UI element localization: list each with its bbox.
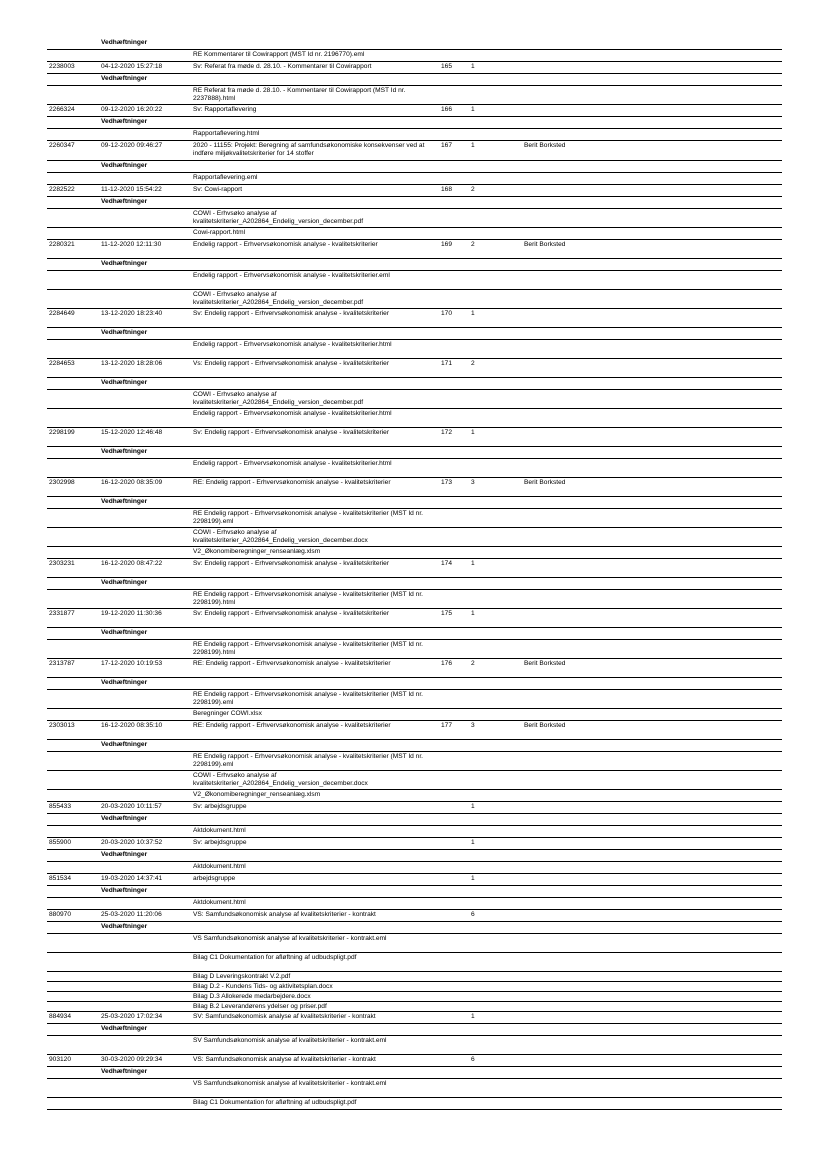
attachments-label: Vedhæftninger (101, 851, 148, 858)
attachment-filename: RE Endelig rapport - Erhvervsøkonomisk analyse - kvalitetskriterier (MST Id nr. 2298199).html (193, 641, 424, 656)
document-row (47, 359, 782, 378)
attachments-header-row (47, 378, 782, 390)
document-row (47, 309, 782, 328)
document-row (47, 478, 782, 497)
attachment-filename: RE Kommentarer til Cowirapport (MST Id nr. 2196770).eml (193, 51, 365, 58)
document-number: 167 (441, 142, 453, 149)
document-date: 13-12-2020 18:28:06 (101, 360, 163, 367)
document-row (47, 609, 782, 628)
page-count: 6 (471, 911, 475, 918)
attachment-row (47, 953, 782, 972)
attachment-filename: Rapportaflevering.eml (193, 174, 258, 181)
document-row (47, 838, 782, 850)
document-id: 2266324 (49, 106, 75, 113)
document-date: 30-03-2020 09:29:34 (101, 1056, 163, 1063)
page-count: 2 (471, 660, 475, 667)
attachments-header-row (47, 922, 782, 934)
document-number: 172 (441, 429, 453, 436)
attachments-label: Vedhæftninger (101, 260, 148, 267)
document-number: 176 (441, 660, 453, 667)
page-count: 1 (471, 429, 475, 436)
attachment-filename: COWI - Erhvsøko analyse af kvalitetskriterier_A202864_Endelig_version_december.docx (193, 529, 368, 544)
document-number: 175 (441, 610, 453, 617)
page-count: 1 (471, 63, 475, 70)
attachments-header-row (47, 161, 782, 173)
attachment-filename: Aktdokument.html (193, 827, 246, 834)
attachment-row (47, 771, 782, 790)
document-number: 165 (441, 63, 453, 70)
attachments-label: Vedhæftninger (101, 118, 148, 125)
attachments-label: Vedhæftninger (101, 815, 148, 822)
page-count: 1 (471, 1013, 475, 1020)
document-row (47, 1055, 782, 1067)
document-date: 20-03-2020 10:37:52 (101, 839, 163, 846)
document-date: 25-03-2020 17:02:34 (101, 1013, 163, 1020)
attachment-filename: Aktdokument.html (193, 899, 246, 906)
document-number: 168 (441, 186, 453, 193)
attachments-label: Vedhæftninger (101, 629, 148, 636)
document-id: 2331877 (49, 610, 75, 617)
case-handler: Berit Borksted (524, 660, 566, 667)
attachments-header-row (47, 117, 782, 129)
document-row (47, 62, 782, 74)
attachments-header-row (47, 74, 782, 86)
document-number: 166 (441, 106, 453, 113)
document-id: 903120 (49, 1056, 72, 1063)
attachment-row (47, 50, 782, 62)
document-row (47, 240, 782, 259)
attachments-header-row (47, 1024, 782, 1036)
attachments-label: Vedhæftninger (101, 887, 148, 894)
attachments-label: Vedhæftninger (101, 741, 148, 748)
attachment-row (47, 509, 782, 528)
page-count: 2 (471, 241, 475, 248)
attachment-row (47, 340, 782, 359)
attachments-header-row (47, 740, 782, 752)
page-count: 1 (471, 875, 475, 882)
attachment-filename: Bilag D Leveringskontrakt V.2.pdf (193, 973, 291, 980)
document-date: 16-12-2020 08:47:22 (101, 560, 163, 567)
document-number: 171 (441, 360, 453, 367)
attachment-filename: Endelig rapport - Erhvervsøkonomisk analyse - kvalitetskriterier.html (193, 460, 392, 467)
attachment-filename: COWI - Erhvsøko analyse af kvalitetskriterier_A202864_Endelig_version_december.docx (193, 772, 368, 787)
document-date: 16-12-2020 08:35:10 (101, 722, 163, 729)
document-number: 177 (441, 722, 453, 729)
attachments-label: Vedhæftninger (101, 679, 148, 686)
document-id: 851534 (49, 875, 72, 882)
attachments-label: Vedhæftninger (101, 39, 148, 46)
attachment-row (47, 982, 782, 992)
document-title: Sv: Rapportaflevering (193, 106, 257, 113)
document-row (47, 874, 782, 886)
document-row (47, 802, 782, 814)
attachment-row (47, 1002, 782, 1012)
attachments-label: Vedhæftninger (101, 1025, 148, 1032)
attachments-header-row (47, 886, 782, 898)
attachment-filename: VS Samfundsøkonomisk analyse af kvalitetskriterier - kontrakt.eml (193, 1080, 387, 1087)
document-id: 2284649 (49, 310, 75, 317)
attachment-row (47, 86, 782, 105)
attachment-filename: RE Referat fra møde d. 28.10. - Kommentarer til Cowirapport (MST Id nr. 2237888).html (193, 87, 406, 102)
document-id: 2303013 (49, 722, 75, 729)
document-title: VS: Samfundsøkonomisk analyse af kvalitetskriterier - kontrakt (193, 1056, 376, 1063)
attachment-filename: Beregninger COWI.xlsx (193, 710, 262, 717)
document-date: 19-03-2020 14:37:41 (101, 875, 163, 882)
document-date: 16-12-2020 08:35:09 (101, 479, 163, 486)
document-date: 17-12-2020 10:19:53 (101, 660, 163, 667)
document-row (47, 1012, 782, 1024)
document-date: 09-12-2020 16:20:22 (101, 106, 163, 113)
attachments-label: Vedhæftninger (101, 379, 148, 386)
attachment-row (47, 640, 782, 659)
document-title: VS: Samfundsøkonomisk analyse af kvalitetskriterier - kontrakt (193, 911, 376, 918)
attachments-label: Vedhæftninger (101, 198, 148, 205)
document-title: RE: Endelig rapport - Erhvervsøkonomisk analyse - kvalitetskriterier (193, 479, 391, 486)
attachments-label: Vedhæftninger (101, 162, 148, 169)
attachment-row (47, 826, 782, 838)
page-count: 1 (471, 106, 475, 113)
attachment-filename: Endelig rapport - Erhvervsøkonomisk analyse - kvalitetskriterier.eml (193, 272, 390, 279)
page-count: 6 (471, 1056, 475, 1063)
attachment-filename: COWI - Erhvsøko analyse af kvalitetskriterier_A202864_Endelig_version_december.pdf (193, 210, 364, 225)
document-row (47, 141, 782, 161)
document-number: 169 (441, 241, 453, 248)
attachment-row (47, 690, 782, 709)
document-date: 15-12-2020 12:46:48 (101, 429, 163, 436)
document-id: 2302998 (49, 479, 75, 486)
document-id: 2298199 (49, 429, 75, 436)
document-row (47, 428, 782, 447)
document-title: Endelig rapport - Erhvervsøkonomisk analyse - kvalitetskriterier (193, 241, 378, 248)
attachment-row (47, 547, 782, 559)
document-title: Sv: Referat fra møde d. 28.10. - Kommentarer til Cowirapport (193, 63, 372, 70)
attachment-filename: Rapportaflevering.html (193, 130, 260, 137)
attachment-row (47, 1098, 782, 1110)
attachment-row (47, 528, 782, 547)
attachment-row (47, 409, 782, 428)
document-title: RE: Endelig rapport - Erhvervsøkonomisk analyse - kvalitetskriterier (193, 722, 391, 729)
attachment-row (47, 790, 782, 802)
document-id: 2282522 (49, 186, 75, 193)
document-row (47, 910, 782, 922)
document-title: arbejdsgruppe (193, 875, 236, 882)
attachments-header-row (47, 850, 782, 862)
document-id: 855433 (49, 803, 72, 810)
attachment-row (47, 129, 782, 141)
attachment-filename: Bilag D.2 - Kundens Tids- og aktivitetsplan.docx (193, 983, 333, 990)
document-number: 170 (441, 310, 453, 317)
attachments-header-row (47, 38, 782, 50)
attachments-label: Vedhæftninger (101, 498, 148, 505)
attachments-header-row (47, 497, 782, 509)
attachments-label: Vedhæftninger (101, 75, 148, 82)
document-title: RE: Endelig rapport - Erhvervsøkonomisk analyse - kvalitetskriterier (193, 660, 391, 667)
attachment-row (47, 862, 782, 874)
case-handler: Berit Borksted (524, 722, 566, 729)
attachments-header-row (47, 628, 782, 640)
attachment-row (47, 992, 782, 1002)
document-date: 19-12-2020 11:30:36 (101, 610, 162, 617)
page-count: 1 (471, 560, 475, 567)
document-title: Vs: Endelig rapport - Erhvervsøkonomisk analyse - kvalitetskriterier (193, 360, 390, 367)
document-date: 25-03-2020 11:20:06 (101, 911, 162, 918)
document-title: Sv: Endelig rapport - Erhvervsøkonomisk analyse - kvalitetskriterier (193, 610, 390, 617)
document-id: 855900 (49, 839, 72, 846)
attachments-header-row (47, 197, 782, 209)
attachment-filename: V2_Økonomiberegninger_renseanlæg.xlsm (193, 791, 321, 798)
page-count: 1 (471, 310, 475, 317)
document-number: 174 (441, 560, 453, 567)
attachment-filename: Bilag C1 Dokumentation for afløftning af udbudspligt.pdf (193, 954, 357, 961)
document-row (47, 559, 782, 578)
document-id: 2280321 (49, 241, 75, 248)
case-handler: Berit Borksted (524, 479, 566, 486)
document-title: Sv: Endelig rapport - Erhvervsøkonomisk analyse - kvalitetskriterier (193, 429, 390, 436)
attachments-header-row (47, 578, 782, 590)
case-handler: Berit Borksted (524, 142, 566, 149)
attachments-label: Vedhæftninger (101, 923, 148, 930)
attachment-filename: RE Endelig rapport - Erhvervsøkonomisk analyse - kvalitetskriterier (MST Id nr. 2298199).eml (193, 510, 424, 525)
document-date: 13-12-2020 18:23:40 (101, 310, 163, 317)
attachments-header-row (47, 1067, 782, 1079)
page-count: 1 (471, 610, 475, 617)
attachment-row (47, 709, 782, 721)
attachment-row (47, 972, 782, 982)
attachment-filename: Endelig rapport - Erhvervsøkonomisk analyse - kvalitetskriterier.html (193, 410, 392, 417)
document-date: 09-12-2020 09:46:27 (101, 142, 163, 149)
attachment-filename: RE Endelig rapport - Erhvervsøkonomisk analyse - kvalitetskriterier (MST Id nr. 2298199).eml (193, 753, 424, 768)
document-date: 04-12-2020 15:27:18 (101, 63, 163, 70)
page-count: 2 (471, 360, 475, 367)
document-title: Sv: Cowi-rapport (193, 186, 243, 193)
document-date: 11-12-2020 15:54:22 (101, 186, 162, 193)
document-id: 880970 (49, 911, 72, 918)
document-id: 2313787 (49, 660, 75, 667)
document-title: Sv: Endelig rapport - Erhvervsøkonomisk analyse - kvalitetskriterier (193, 560, 390, 567)
document-id: 2260347 (49, 142, 75, 149)
document-title: Sv: arbejdsgruppe (193, 839, 247, 846)
attachments-label: Vedhæftninger (101, 448, 148, 455)
attachment-filename: COWI - Erhvsøko analyse af kvalitetskriterier_A202864_Endelig_version_december.pdf (193, 391, 364, 406)
document-number: 173 (441, 479, 453, 486)
case-handler: Berit Borksted (524, 241, 566, 248)
attachments-header-row (47, 447, 782, 459)
attachment-filename: Bilag C1 Dokumentation for afløftning af udbudspligt.pdf (193, 1099, 357, 1106)
document-row (47, 105, 782, 117)
document-id: 2238003 (49, 63, 75, 70)
attachments-label: Vedhæftninger (101, 1068, 148, 1075)
document-id: 884934 (49, 1013, 72, 1020)
document-title: Sv: Endelig rapport - Erhvervsøkonomisk analyse - kvalitetskriterier (193, 310, 390, 317)
document-id: 2303231 (49, 560, 75, 567)
document-title: 2020 - 11155: Projekt: Beregning af samfundsøkonomiske konsekvenser ved at indføre miljøkvalitetskriterier for 14 stoffer (193, 142, 425, 157)
attachment-row (47, 390, 782, 409)
page-count: 1 (471, 142, 475, 149)
page-count: 1 (471, 803, 475, 810)
attachment-row (47, 590, 782, 609)
attachments-header-row (47, 814, 782, 826)
document-row (47, 721, 782, 740)
attachment-row (47, 209, 782, 228)
attachment-filename: RE Endelig rapport - Erhvervsøkonomisk analyse - kvalitetskriterier (MST Id nr. 2298199).eml (193, 691, 424, 706)
document-date: 20-03-2020 10:11:57 (101, 803, 162, 810)
attachments-label: Vedhæftninger (101, 329, 148, 336)
document-title: Sv: arbejdsgruppe (193, 803, 247, 810)
page-count: 3 (471, 479, 475, 486)
attachment-row (47, 173, 782, 185)
attachments-header-row (47, 259, 782, 271)
attachment-filename: VS Samfundsøkonomisk analyse af kvalitetskriterier - kontrakt.eml (193, 935, 387, 942)
attachments-label: Vedhæftninger (101, 579, 148, 586)
attachments-header-row (47, 328, 782, 340)
attachment-row (47, 1036, 782, 1055)
page-count: 1 (471, 839, 475, 846)
document-title: SV: Samfundsøkonomisk analyse af kvalitetskriterier - kontrakt (193, 1013, 376, 1020)
attachment-row (47, 752, 782, 771)
document-register-table (47, 38, 782, 1110)
attachment-filename: Aktdokument.html (193, 863, 246, 870)
attachment-filename: Bilag D.3 Allokerede medarbejdere.docx (193, 993, 311, 1000)
document-row (47, 185, 782, 197)
attachment-filename: SV Samfundsøkonomisk analyse af kvalitetskriterier - kontrakt.eml (193, 1037, 387, 1044)
attachment-row (47, 290, 782, 309)
document-id: 2284653 (49, 360, 75, 367)
attachment-row (47, 898, 782, 910)
attachment-filename: Endelig rapport - Erhvervsøkonomisk analyse - kvalitetskriterier.html (193, 341, 392, 348)
attachment-filename: RE Endelig rapport - Erhvervsøkonomisk analyse - kvalitetskriterier (MST Id nr. 2298199).html (193, 591, 424, 606)
attachment-row (47, 1079, 782, 1098)
attachments-header-row (47, 678, 782, 690)
page-count: 3 (471, 722, 475, 729)
document-date: 11-12-2020 12:11:30 (101, 241, 162, 248)
document-row (47, 659, 782, 678)
attachment-row (47, 934, 782, 953)
attachment-filename: COWI - Erhvsøko analyse af kvalitetskriterier_A202864_Endelig_version_december.pdf (193, 291, 364, 306)
attachment-filename: Bilag B.2 Leverandørens ydelser og priser.pdf (193, 1003, 327, 1010)
attachment-filename: Cowi-rapport.html (193, 229, 246, 236)
attachment-filename: V2_Økonomiberegninger_renseanlæg.xlsm (193, 548, 321, 555)
attachment-row (47, 228, 782, 240)
page-count: 2 (471, 186, 475, 193)
attachment-row (47, 271, 782, 290)
attachment-row (47, 459, 782, 478)
